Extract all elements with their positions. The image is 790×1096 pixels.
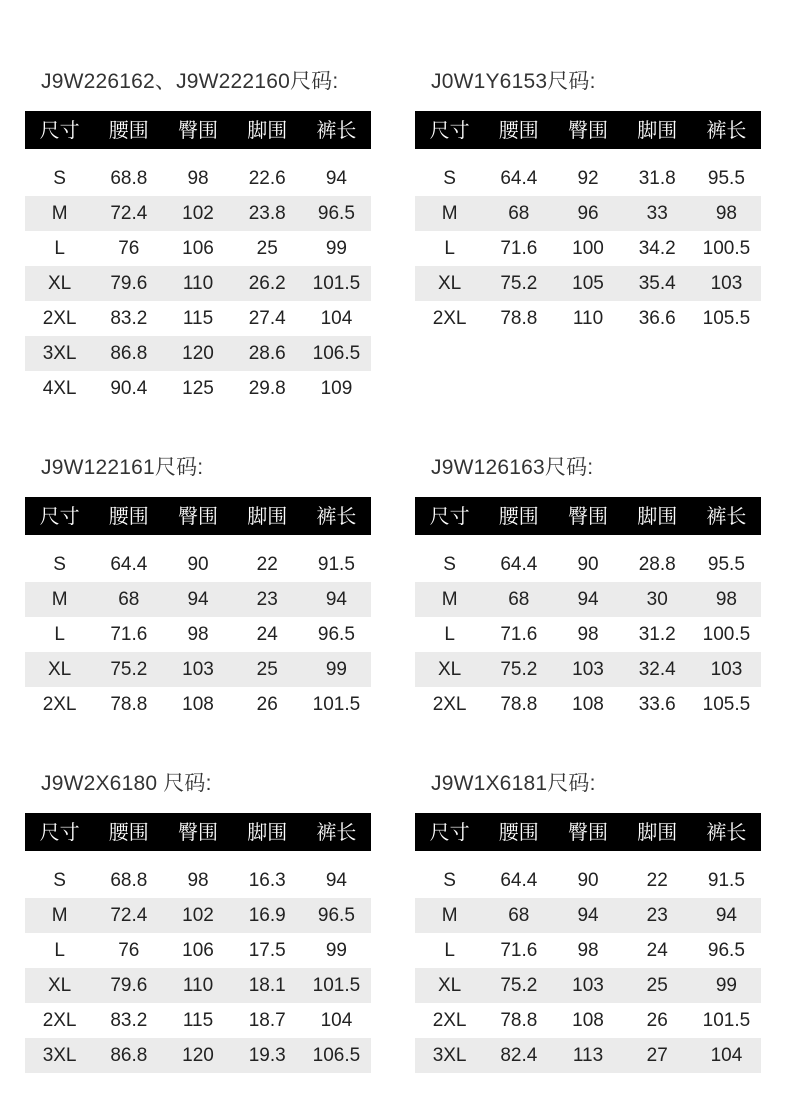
size-table-header — [415, 497, 761, 535]
size-table-title: J0W1Y6153尺码: — [431, 70, 596, 93]
size-label-cell: L — [54, 238, 65, 259]
measurement-cell: 94 — [577, 589, 599, 610]
size-label-cell: L — [444, 940, 455, 961]
size-table-header — [25, 111, 371, 149]
column-header: 臀围 — [178, 504, 218, 528]
column-header: 尺寸 — [429, 118, 470, 142]
measurement-cell: 75.2 — [500, 659, 538, 680]
measurement-cell: 29.8 — [248, 378, 286, 399]
measurement-cell: 110 — [182, 273, 214, 294]
measurement-cell: 17.5 — [248, 940, 286, 961]
measurement-cell: 86.8 — [110, 1045, 148, 1066]
measurement-cell: 99 — [325, 238, 347, 259]
column-header: 尺寸 — [429, 504, 470, 528]
measurement-cell: 96.5 — [707, 940, 745, 961]
measurement-cell: 33 — [646, 203, 668, 224]
measurement-cell: 23 — [256, 589, 278, 610]
column-header: 脚围 — [247, 820, 288, 844]
measurement-cell: 79.6 — [110, 273, 148, 294]
measurement-cell: 90 — [577, 870, 599, 891]
size-label-cell: 2XL — [432, 1010, 467, 1031]
measurement-cell: 33.6 — [638, 694, 676, 715]
measurement-cell: 19.3 — [248, 1045, 286, 1066]
measurement-cell: 98 — [715, 589, 737, 610]
measurement-cell: 105.5 — [702, 694, 751, 715]
size-label-cell: L — [54, 624, 65, 645]
column-header: 腰围 — [108, 118, 149, 142]
size-table-body — [415, 161, 761, 336]
measurement-cell: 104 — [320, 1010, 353, 1031]
table-row — [415, 582, 761, 617]
column-header: 裤长 — [316, 118, 357, 142]
size-label-cell: S — [443, 870, 456, 891]
measurement-cell: 71.6 — [500, 238, 538, 259]
measurement-cell: 99 — [715, 975, 737, 996]
measurement-cell: 64.4 — [500, 870, 538, 891]
measurement-cell: 68.8 — [110, 168, 148, 189]
size-table — [415, 454, 761, 722]
measurement-cell: 101.5 — [312, 273, 361, 294]
measurement-cell: 32.4 — [638, 659, 676, 680]
size-label-cell: 3XL — [42, 343, 77, 364]
measurement-cell: 113 — [572, 1045, 604, 1066]
measurement-cell: 98 — [715, 203, 737, 224]
measurement-cell: 64.4 — [500, 168, 538, 189]
table-row — [415, 266, 761, 301]
table-row — [415, 196, 761, 231]
size-table-title: J9W1X6181尺码: — [431, 772, 596, 795]
table-row — [415, 863, 761, 898]
column-header: 腰围 — [108, 504, 149, 528]
table-row — [25, 301, 371, 336]
measurement-cell: 120 — [182, 343, 214, 364]
measurement-cell: 75.2 — [110, 659, 148, 680]
size-table-body — [415, 547, 761, 722]
size-table-body — [25, 547, 371, 722]
table-row — [25, 336, 371, 371]
size-table-body — [25, 161, 371, 406]
measurement-cell: 108 — [182, 694, 214, 715]
table-row — [415, 898, 761, 933]
size-label-cell: S — [53, 554, 66, 575]
table-row — [415, 1038, 761, 1073]
measurement-cell: 106.5 — [312, 1045, 361, 1066]
column-header: 脚围 — [637, 118, 678, 142]
size-table-body — [25, 863, 371, 1073]
measurement-cell: 100.5 — [702, 624, 751, 645]
measurement-cell: 30 — [646, 589, 668, 610]
measurement-cell: 16.9 — [248, 905, 286, 926]
measurement-cell: 31.8 — [638, 168, 676, 189]
size-label-cell: M — [441, 905, 458, 926]
measurement-cell: 110 — [182, 975, 214, 996]
size-label-cell: 2XL — [432, 308, 467, 329]
size-table-title: J9W126163尺码: — [431, 456, 594, 479]
size-label-cell: XL — [47, 273, 72, 294]
table-row — [25, 231, 371, 266]
measurement-cell: 23 — [646, 905, 668, 926]
measurement-cell: 115 — [182, 1010, 214, 1031]
measurement-cell: 79.6 — [110, 975, 148, 996]
table-row — [415, 231, 761, 266]
measurement-cell: 96.5 — [317, 905, 355, 926]
measurement-cell: 108 — [572, 1010, 604, 1031]
table-row — [25, 582, 371, 617]
measurement-cell: 68.8 — [110, 870, 148, 891]
measurement-cell: 101.5 — [312, 975, 361, 996]
measurement-cell: 94 — [325, 870, 347, 891]
measurement-cell: 22 — [256, 554, 278, 575]
measurement-cell: 99 — [325, 940, 347, 961]
measurement-cell: 72.4 — [110, 905, 148, 926]
measurement-cell: 68 — [508, 905, 530, 926]
size-label-cell: 3XL — [432, 1045, 467, 1066]
column-header: 臀围 — [178, 820, 218, 844]
table-row — [25, 687, 371, 722]
measurement-cell: 105.5 — [702, 308, 751, 329]
measurement-cell: 34.2 — [638, 238, 676, 259]
measurement-cell: 94 — [715, 905, 737, 926]
table-row — [415, 1003, 761, 1038]
measurement-cell: 35.4 — [638, 273, 676, 294]
measurement-cell: 31.2 — [638, 624, 676, 645]
column-header: 腰围 — [498, 504, 539, 528]
table-row — [25, 933, 371, 968]
size-label-cell: L — [54, 940, 65, 961]
size-label-cell: XL — [47, 975, 72, 996]
measurement-cell: 90.4 — [110, 378, 148, 399]
column-header: 臀围 — [568, 820, 608, 844]
table-row — [415, 301, 761, 336]
size-table-header — [415, 111, 761, 149]
measurement-cell: 76 — [118, 238, 140, 259]
table-row — [25, 863, 371, 898]
table-row — [415, 687, 761, 722]
table-row — [25, 968, 371, 1003]
table-row — [415, 968, 761, 1003]
measurement-cell: 90 — [187, 554, 209, 575]
column-header: 裤长 — [316, 820, 357, 844]
size-label-cell: 4XL — [42, 378, 77, 399]
table-row — [25, 266, 371, 301]
measurement-cell: 16.3 — [248, 870, 286, 891]
measurement-cell: 104 — [710, 1045, 743, 1066]
measurement-cell: 98 — [577, 624, 599, 645]
measurement-cell: 94 — [325, 168, 347, 189]
measurement-cell: 96 — [577, 203, 599, 224]
measurement-cell: 22.6 — [248, 168, 286, 189]
size-label-cell: 2XL — [432, 694, 467, 715]
measurement-cell: 102 — [182, 905, 214, 926]
measurement-cell: 71.6 — [500, 624, 538, 645]
table-row — [25, 371, 371, 406]
measurement-cell: 82.4 — [500, 1045, 538, 1066]
table-row — [25, 617, 371, 652]
measurement-cell: 92 — [577, 168, 599, 189]
table-row — [25, 161, 371, 196]
measurement-cell: 98 — [187, 870, 209, 891]
measurement-cell: 98 — [187, 624, 209, 645]
measurement-cell: 100 — [572, 238, 604, 259]
measurement-cell: 27.4 — [248, 308, 286, 329]
measurement-cell: 78.8 — [500, 308, 538, 329]
measurement-cell: 78.8 — [500, 694, 538, 715]
measurement-cell: 125 — [182, 378, 214, 399]
size-label-cell: L — [444, 238, 455, 259]
column-header: 脚围 — [637, 820, 678, 844]
measurement-cell: 71.6 — [110, 624, 148, 645]
size-table-title: J9W122161尺码: — [41, 456, 204, 479]
column-header: 裤长 — [706, 820, 747, 844]
measurement-cell: 109 — [320, 378, 353, 399]
measurement-cell: 25 — [646, 975, 668, 996]
size-label-cell: 3XL — [42, 1045, 77, 1066]
size-table — [415, 68, 761, 336]
measurement-cell: 18.1 — [248, 975, 286, 996]
table-row — [415, 617, 761, 652]
measurement-cell: 103 — [572, 975, 604, 996]
measurement-cell: 72.4 — [110, 203, 148, 224]
size-label-cell: S — [53, 870, 66, 891]
measurement-cell: 103 — [182, 659, 214, 680]
measurement-cell: 110 — [572, 308, 604, 329]
measurement-cell: 68 — [508, 203, 530, 224]
size-label-cell: XL — [437, 975, 462, 996]
measurement-cell: 18.7 — [248, 1010, 286, 1031]
measurement-cell: 75.2 — [500, 975, 538, 996]
measurement-cell: 98 — [577, 940, 599, 961]
column-header: 脚围 — [247, 118, 288, 142]
measurement-cell: 83.2 — [110, 1010, 148, 1031]
measurement-cell: 26.2 — [248, 273, 286, 294]
size-label-cell: XL — [47, 659, 72, 680]
measurement-cell: 103 — [572, 659, 604, 680]
measurement-cell: 22 — [646, 870, 668, 891]
measurement-cell: 120 — [182, 1045, 214, 1066]
measurement-cell: 24 — [646, 940, 668, 961]
measurement-cell: 96.5 — [317, 624, 355, 645]
size-table — [25, 68, 371, 406]
size-table-body — [415, 863, 761, 1073]
measurement-cell: 106 — [182, 238, 214, 259]
size-label-cell: 2XL — [42, 308, 77, 329]
column-header: 脚围 — [637, 504, 678, 528]
measurement-cell: 36.6 — [638, 308, 676, 329]
measurement-cell: 105 — [572, 273, 604, 294]
column-header: 裤长 — [706, 504, 747, 528]
size-table — [25, 770, 371, 1073]
measurement-cell: 91.5 — [707, 870, 745, 891]
measurement-cell: 103 — [710, 273, 743, 294]
size-label-cell: M — [51, 203, 68, 224]
table-row — [415, 547, 761, 582]
measurement-cell: 102 — [182, 203, 214, 224]
size-label-cell: M — [51, 589, 68, 610]
measurement-cell: 90 — [577, 554, 599, 575]
measurement-cell: 25 — [256, 659, 278, 680]
size-table-title: J9W2X6180 尺码: — [41, 772, 212, 795]
column-header: 腰围 — [498, 118, 539, 142]
column-header: 腰围 — [108, 820, 149, 844]
measurement-cell: 91.5 — [317, 554, 355, 575]
size-table-header — [25, 497, 371, 535]
size-label-cell: L — [444, 624, 455, 645]
measurement-cell: 28.6 — [248, 343, 286, 364]
measurement-cell: 103 — [710, 659, 743, 680]
measurement-cell: 27 — [646, 1045, 668, 1066]
measurement-cell: 100.5 — [702, 238, 751, 259]
size-label-cell: M — [51, 905, 68, 926]
measurement-cell: 83.2 — [110, 308, 148, 329]
measurement-cell: 94 — [577, 905, 599, 926]
measurement-cell: 115 — [182, 308, 214, 329]
measurement-cell: 64.4 — [500, 554, 538, 575]
measurement-cell: 96.5 — [317, 203, 355, 224]
measurement-cell: 24 — [256, 624, 278, 645]
size-table-header — [25, 813, 371, 851]
measurement-cell: 64.4 — [110, 554, 148, 575]
column-header: 臀围 — [178, 118, 218, 142]
measurement-cell: 99 — [325, 659, 347, 680]
table-row — [415, 652, 761, 687]
measurement-cell: 106.5 — [312, 343, 361, 364]
size-table-header — [415, 813, 761, 851]
measurement-cell: 94 — [187, 589, 209, 610]
measurement-cell: 101.5 — [312, 694, 361, 715]
table-row — [25, 652, 371, 687]
size-table — [415, 770, 761, 1073]
measurement-cell: 101.5 — [702, 1010, 751, 1031]
column-header: 尺寸 — [39, 504, 80, 528]
column-header: 腰围 — [498, 820, 539, 844]
column-header: 裤长 — [706, 118, 747, 142]
measurement-cell: 98 — [187, 168, 209, 189]
measurement-cell: 78.8 — [500, 1010, 538, 1031]
size-label-cell: S — [443, 168, 456, 189]
table-row — [25, 1003, 371, 1038]
table-row — [415, 933, 761, 968]
column-header: 脚围 — [247, 504, 288, 528]
measurement-cell: 71.6 — [500, 940, 538, 961]
size-label-cell: S — [443, 554, 456, 575]
table-row — [25, 196, 371, 231]
measurement-cell: 95.5 — [707, 554, 745, 575]
size-label-cell: XL — [437, 659, 462, 680]
size-label-cell: M — [441, 203, 458, 224]
measurement-cell: 95.5 — [707, 168, 745, 189]
table-row — [25, 1038, 371, 1073]
size-label-cell: 2XL — [42, 694, 77, 715]
table-row — [415, 161, 761, 196]
measurement-cell: 25 — [256, 238, 278, 259]
measurement-cell: 28.8 — [638, 554, 676, 575]
measurement-cell: 68 — [508, 589, 530, 610]
table-row — [25, 547, 371, 582]
size-label-cell: M — [441, 589, 458, 610]
table-row — [25, 898, 371, 933]
column-header: 裤长 — [316, 504, 357, 528]
size-table — [25, 454, 371, 722]
column-header: 尺寸 — [39, 820, 80, 844]
size-table-title: J9W226162、J9W222160尺码: — [41, 70, 339, 93]
size-label-cell: S — [53, 168, 66, 189]
column-header: 尺寸 — [429, 820, 470, 844]
measurement-cell: 68 — [118, 589, 140, 610]
column-header: 尺寸 — [39, 118, 80, 142]
measurement-cell: 76 — [118, 940, 140, 961]
measurement-cell: 78.8 — [110, 694, 148, 715]
measurement-cell: 86.8 — [110, 343, 148, 364]
measurement-cell: 23.8 — [248, 203, 286, 224]
measurement-cell: 106 — [182, 940, 214, 961]
measurement-cell: 26 — [646, 1010, 668, 1031]
measurement-cell: 26 — [256, 694, 278, 715]
measurement-cell: 104 — [320, 308, 353, 329]
size-label-cell: 2XL — [42, 1010, 77, 1031]
column-header: 臀围 — [568, 118, 608, 142]
size-label-cell: XL — [437, 273, 462, 294]
measurement-cell: 94 — [325, 589, 347, 610]
measurement-cell: 75.2 — [500, 273, 538, 294]
measurement-cell: 108 — [572, 694, 604, 715]
column-header: 臀围 — [568, 504, 608, 528]
